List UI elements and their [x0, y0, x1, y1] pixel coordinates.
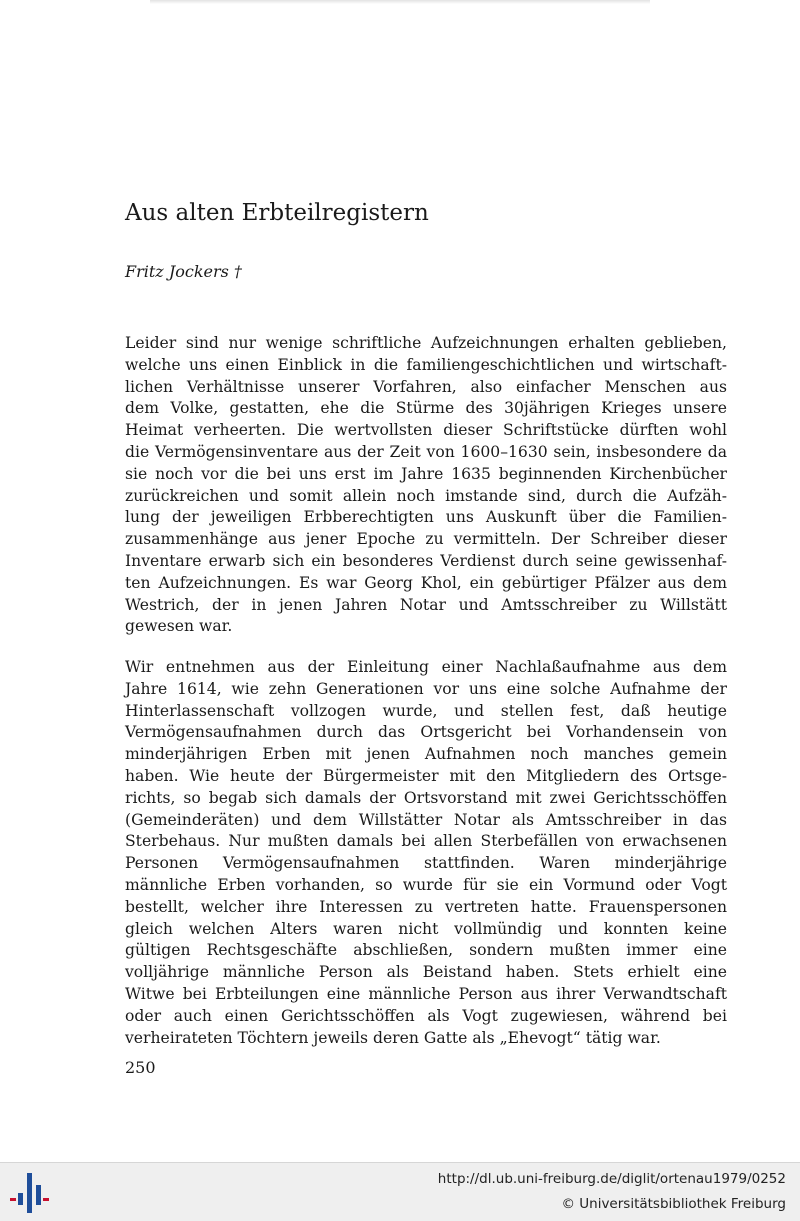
article-author: Fritz Jockers †	[125, 262, 242, 281]
text-line: Leider sind nur wenige schriftliche Aufzeichnungen erhalten geblieben,	[125, 334, 727, 352]
copyright-notice: © Universitätsbibliothek Freiburg	[561, 1196, 786, 1212]
text-line: verheirateten Töchtern jeweils deren Gatte als „Ehevogt“ tätig war.	[125, 1028, 661, 1047]
text-line: gleich welchen Alters waren nicht vollmündig und konnten keine	[125, 919, 727, 938]
logo-dash-right	[43, 1198, 49, 1201]
scan-bleed-through	[150, 0, 650, 4]
text-line: lichen Verhältnisse unserer Vorfahren, also einfacher Menschen aus	[125, 377, 727, 396]
logo-bar-right	[36, 1185, 41, 1205]
text-line: Heimat verheerten. Die wertvollsten dieser Schriftstücke dürften wohl	[125, 421, 727, 440]
text-line: lung der jeweiligen Erbberechtigten uns Auskunft über die Familien-	[125, 508, 727, 527]
text-line: Vermögensaufnahmen durch das Ortsgericht bei Vorhandensein von	[125, 723, 727, 742]
text-line: zurückreichen und somit allein noch imstande sind, durch die Aufzäh-	[125, 486, 727, 505]
text-line: Personen Vermögensaufnahmen stattfinden. Waren minderjährige	[125, 854, 727, 873]
text-line: zusammenhänge aus jener Epoche zu vermitteln. Der Schreiber dieser	[125, 530, 727, 549]
logo-bar-center	[27, 1173, 32, 1213]
text-line: minderjährigen Erben mit jenen Aufnahmen noch manches gemein	[125, 745, 727, 764]
text-line: sie noch vor die bei uns erst im Jahre 1635 beginnenden Kirchenbücher	[125, 464, 727, 483]
logo-dash-left	[10, 1198, 16, 1201]
text-line: volljährige männliche Person als Beistand haben. Stets erhielt eine	[125, 963, 727, 982]
text-line: oder auch einen Gerichtsschöffen als Vogt zugewiesen, während bei	[125, 1006, 727, 1025]
text-line: Inventare erwarb sich ein besonderes Verdienst durch seine gewissenhaf-	[125, 551, 727, 570]
permalink-url[interactable]: http://dl.ub.uni-freiburg.de/diglit/ortenau1979/0252	[437, 1171, 786, 1187]
text-line: welche uns einen Einblick in die familiengeschichtlichen und wirtschaft-	[125, 355, 727, 374]
text-line: Wir entnehmen aus der Einleitung einer Nachlaßaufnahme aus dem	[125, 658, 727, 676]
text-line: richts, so begab sich damals der Ortsvorstand mit zwei Gerichtsschöffen	[125, 788, 727, 807]
text-line: Jahre 1614, wie zehn Generationen vor uns eine solche Aufnahme der	[125, 679, 727, 698]
text-line: haben. Wie heute der Bürgermeister mit den Mitgliedern des Ortsge-	[125, 766, 727, 785]
logo-bar-left	[18, 1193, 23, 1205]
article-title: Aus alten Erbteilregistern	[125, 200, 429, 226]
text-line: Westrich, der in jenen Jahren Notar und Amtsschreiber zu Willstätt	[125, 595, 727, 614]
body-paragraph-1	[125, 333, 727, 638]
ub-freiburg-logo-icon	[8, 1171, 52, 1215]
text-line: männliche Erben vorhanden, so wurde für sie ein Vormund oder Vogt	[125, 875, 727, 894]
page-number: 250	[125, 1058, 156, 1077]
text-line: Sterbehaus. Nur mußten damals bei allen Sterbefällen von erwachsenen	[125, 832, 727, 851]
text-line: Witwe bei Erbteilungen eine männliche Person aus ihrer Verwandtschaft	[125, 984, 727, 1003]
text-line: ten Aufzeichnungen. Es war Georg Khol, ein gebürtiger Pfälzer aus dem	[125, 573, 727, 592]
text-line: (Gemeinderäten) und dem Willstätter Notar als Amtsschreiber in das	[125, 810, 727, 829]
text-line: bestellt, welcher ihre Interessen zu vertreten hatte. Frauenspersonen	[125, 897, 727, 916]
body-paragraph-2	[125, 657, 727, 1049]
viewer-footer	[0, 1162, 800, 1221]
text-line: gültigen Rechtsgeschäfte abschließen, sondern mußten immer eine	[125, 941, 727, 960]
text-line: dem Volke, gestatten, ehe die Stürme des 30jährigen Krieges unsere	[125, 399, 727, 418]
text-line: die Vermögensinventare aus der Zeit von 1600–1630 sein, insbesondere da	[125, 442, 727, 461]
text-line: gewesen war.	[125, 617, 233, 636]
text-line: Hinterlassenschaft vollzogen wurde, und stellen fest, daß heutige	[125, 701, 727, 720]
